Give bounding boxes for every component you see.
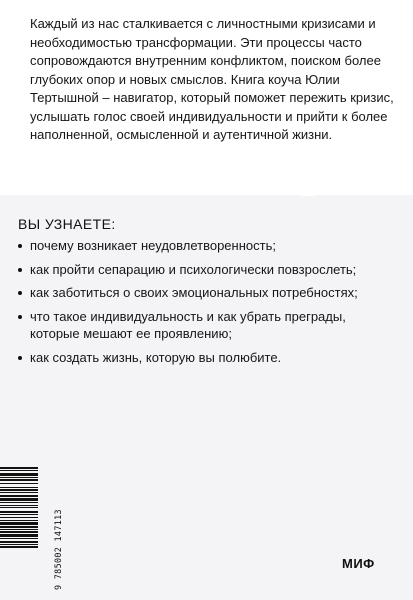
publisher-logo: МИФ (342, 556, 375, 571)
barcode-icon (0, 465, 40, 590)
isbn-number (43, 465, 63, 590)
isbn-text: 9 785002 147113 (53, 509, 63, 590)
list-item (18, 284, 398, 302)
book-description: Каждый из нас сталкивается с личностными кризисами и необходимостью трансформации. Эти процессы часто сопровождаются внутренним конфликтом, поиском более глубоких опор и новых смыслов. Книга коуча Юлии Тертышной – навигатор, который поможет пережить кризис, услышать голос своей индивидуальности и прийти к более наполненной, осмысленной и аутентичной жизни. (30, 16, 394, 142)
list-item (18, 349, 398, 367)
list-item (18, 237, 398, 255)
wave-divider (0, 150, 413, 220)
bullet-icon (18, 356, 22, 360)
list-item-text: как заботиться о своих эмоциональных потребностях; (30, 285, 358, 300)
bullet-icon (18, 315, 22, 319)
learn-heading: ВЫ УЗНАЕТЕ: (18, 216, 116, 232)
list-item-text: почему возникает неудовлетворенность; (30, 238, 276, 253)
list-item-text: как пройти сепарацию и психологически повзрослеть; (30, 261, 357, 277)
bullet-icon (18, 244, 22, 248)
bullet-icon (18, 268, 22, 272)
list-item (18, 261, 398, 279)
bullet-icon (18, 291, 22, 295)
list-item-text: как создать жизнь, которую вы полюбите. (30, 349, 282, 365)
learn-list (18, 237, 398, 372)
list-item (18, 308, 398, 343)
list-item-text: что такое индивидуальность и как убрать преграды, которые мешают ее проявлению; (30, 308, 346, 341)
